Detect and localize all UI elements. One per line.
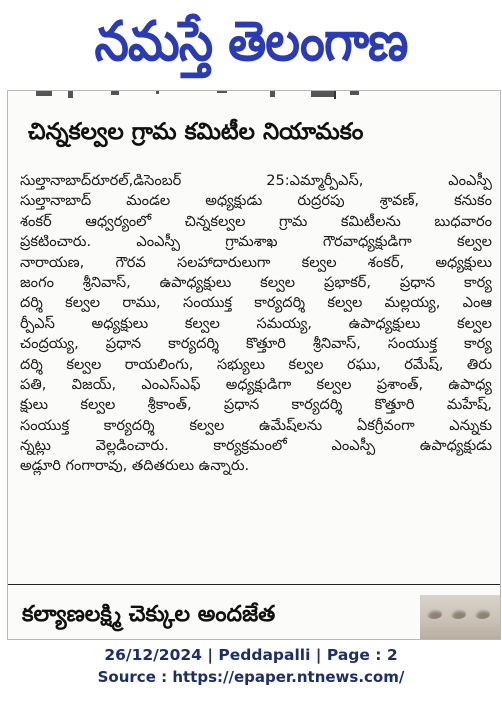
photo-detail [426,609,442,619]
next-article-headline-partial: కల్యాణలక్ష్మి చెక్కుల అందజేత [22,602,276,627]
article-line: చంద్రయ్య, ప్రధాన కార్యదర్శి కొత్తూరి శ్రీనివాస్, సంయుక్త కార్య [20,335,492,353]
article-line: ప్రకటించారు. ఎంఎస్పీ గ్రామశాఖ గౌరవాధ్యక్షుడిగా కల్వల [20,233,492,251]
source-url: Source : https://epaper.ntnews.com/ [97,668,405,686]
article-line: న్నట్లు వెల్లడించారు. కార్యక్రమంలో ఎంఎస్పీ ఉపాధ్యక్షుడు [20,437,492,455]
cropped-previous-text-edge [8,90,500,99]
article-line: సుల్తానాబాద్‌రూరల్,డిసెంబర్ 25:ఎమ్మార్పీఎస్, ఎంఎస్పీ [20,172,492,189]
column-divider [8,584,500,585]
clipping-footer [0,644,502,688]
article-line: పతి, విజయ్, ఎంఎస్ఎఫ్ అధ్యక్షుడిగా కల్వల ప్రశాంత్, ఉపాధ్య [20,375,492,393]
article-line: క్షులు కల్వల శ్రీకాంత్, ప్రధాన కార్యదర్శి కొత్తూరి మహేష్, [20,396,492,414]
edition-date-page: 26/12/2024 | Peddapalli | Page : 2 [104,646,398,664]
article-line: నారాయణ, గౌరవ సలహాదారులుగా కల్వల శంకర్, అధ్యక్షులు [20,253,492,271]
article-headline: చిన్నకల్వల గ్రామ కమిటీల నియామకం [28,119,364,145]
article-line-last: అడ్లూరి గంగారావు, తదితరులు ఉన్నారు. [20,457,250,475]
article-line: దర్శి కల్వల రాము, సంయుక్త కార్యదర్శి కల్వల మల్లయ్య, ఎంఆ [20,294,492,312]
newspaper-title-logo: నమస్తే తెలంగాణ [94,9,408,73]
article-body [20,171,492,477]
article-line: జంగం శ్రీనివాస్, ఉపాధ్యక్షులు కల్వల ప్రభాకర్, ప్రధాన కార్య [20,273,492,291]
photo-detail [474,609,490,619]
next-article-photo [420,595,500,639]
article-line: శంకర్ ఆధ్వర్యంలో చిన్నకల్వల గ్రామ కమిటీలను బుధవారం [20,212,492,230]
photo-detail [450,609,466,619]
article-clipping [7,90,501,640]
article-line: సుల్తానాబాద్ మండల అధ్యక్షుడు రుద్రరపు శ్రావణ్, కనుకం [20,192,492,210]
masthead [0,0,502,82]
article-line: ర్పీఎస్ అధ్యక్షులు కల్వల సమయ్య, ఉపాధ్యక్షులు కల్వల [20,314,492,332]
article-line: దర్శి కల్వల రాయలింగు, సభ్యులు కల్వల రఘు, రమేష్, తిరు [20,355,492,373]
article-line: సంయుక్త కార్యదర్శి కల్వల ఉమేష్‌లను ఏకగ్రీవంగా ఎన్నుకు [20,416,492,434]
